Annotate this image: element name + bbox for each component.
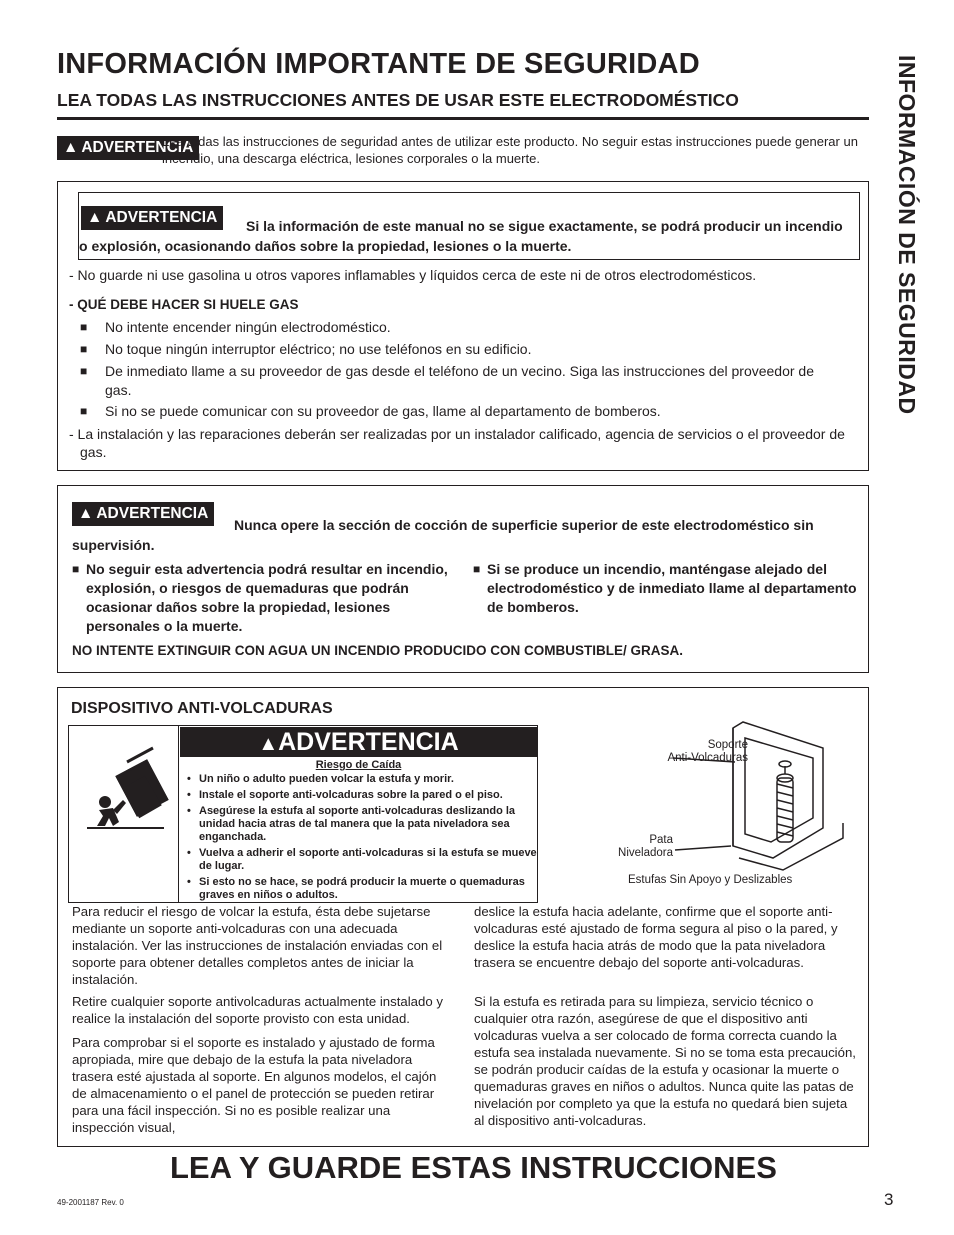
title-divider xyxy=(57,117,869,120)
bullet-square-icon: ■ xyxy=(80,364,88,378)
list-item: • Si esto no se hace, se podrá producir la muerte o quemaduras graves en niños o adultos. xyxy=(187,876,537,902)
anti-tip-heading: DISPOSITIVO ANTI-VOLCADURAS xyxy=(71,700,333,717)
warning-badge-label: ADVERTENCIA xyxy=(105,209,218,226)
leg-label: Pata Niveladora xyxy=(618,834,673,859)
gasoline-line: - No guarde ni use gasolina u otros vapores inflamables y líquidos cerca de este ni de otros electrodomésticos. xyxy=(69,267,757,283)
anti-tip-paragraph: Para reducir el riesgo de volcar la estufa, ésta debe sujetarse mediante un soporte anti-volcaduras con una adecuada instalación. Ver las instrucciones de instalación enviadas con el soporte para obtener detalles completos antes de iniciar la instalación. xyxy=(72,904,443,987)
tip-over-label xyxy=(68,725,538,903)
document-code: 49-2001187 Rev. 0 xyxy=(57,1198,124,1207)
warning-triangle-icon: ▲ xyxy=(78,505,94,522)
label-subheading: Riesgo de Caída xyxy=(315,759,402,771)
grease-fire-warning: NO INTENTE EXTINGUIR CON AGUA UN INCENDIO PRODUCIDO CON COMBUSTIBLE/ GRASA. xyxy=(72,643,684,658)
gas-warning-box: ▲ ADVERTENCIA Si la información de este manual no se sigue exactamente, se podrá producir un incendio o explosión, ocasionando daños sobre la propiedad, lesiones o la muerte. - No guarde ni use gasolina u otros vapores inflamables y líquidos cerca de este ni de otros electrodomésticos. - QUÉ DEBE HACER SI HUELE GAS ■ No intente encender ningún electrodoméstico. ■ No toque ningún interruptor eléctrico; no use teléfonos en su edificio. ■ De inmediato llame a su proveedor de gas desde el teléfono de un vecino. Siga las instrucciones del proveedor de gas. ■ Si no se puede comunicar con su proveedor de gas, llame al departamento de bomberos. - La instalación y las reparaciones deberán ser realizadas por un instalador calificado, agencia de servicios o el proveedor de gas. xyxy=(57,181,869,471)
anti-tip-bracket-diagram xyxy=(603,718,863,893)
fire-action: ■ Si se produce un incendio, manténgase alejado del electrodoméstico y de inmediato llame al departamento de bomberos. xyxy=(473,561,857,615)
tip-over-pictogram xyxy=(69,726,179,902)
warning-triangle-icon: ▲ xyxy=(87,209,103,226)
bullet-square-icon: ■ xyxy=(80,404,88,418)
fire-consequence: ■ No seguir esta advertencia podrá resultar en incendio, explosión, o riesgos de quemaduras que podrán ocasionar daños sobre la propiedad, lesiones personales o la muerte. xyxy=(72,561,448,634)
fire-warning-lead: Nunca opere la sección de cocción de superficie superior de este electrodoméstico sin supervisión. xyxy=(72,517,814,553)
gas-warning-lead: Si la información de este manual no se sigue exactamente, se podrá producir un incendio o explosión, ocasionando daños sobre la propiedad, lesiones o la muerte. xyxy=(79,218,843,254)
side-tab xyxy=(880,55,932,510)
list-item: • Un niño o adulto pueden volcar la estufa y morir. xyxy=(187,773,537,786)
gas-warning-inner-box xyxy=(78,192,860,260)
warning-badge-label: ADVERTENCIA xyxy=(81,139,194,156)
anti-tip-paragraph: Para comprobar si el soporte es instalado y ajustado de forma apropiada, mire que debajo de la estufa la pata niveladora trasera esté ajustada al soporte. En algunos modelos, el cajón de almacenamiento o el panel de protección se pueden retirar para una fácil inspección. Si no es posible realizar una inspección visual, xyxy=(72,1035,437,1135)
page-subtitle: LEA TODAS LAS INSTRUCCIONES ANTES DE USAR ESTE ELECTRODOMÉSTICO xyxy=(57,90,739,110)
fire-warning-box xyxy=(57,485,869,673)
anti-tip-paragraph: deslice la estufa hacia adelante, confirme que el soporte anti-volcaduras esté ajustado de forma segura al piso o la pared, y deslice la estufa hacia atrás de modo que la pata niveladora trasera se encuentre debajo del soporte anti-volcaduras. xyxy=(474,904,838,970)
bracket-label: Soporte Anti-Volcaduras xyxy=(667,739,748,764)
warning-triangle-icon: ▲ xyxy=(258,733,279,755)
anti-tip-paragraph: Si la estufa es retirada para su limpieza, servicio técnico o cualquier otra razón, asegúrese de que el dispositivo anti volcaduras vuelva a ser colocado de forma correcta cuando la estufa sea instalada nuevamente. Si no se toma esta precaución, se podrán producir caídas de la estufa y ocasionar la muerte o quemaduras graves en niños o adultos. Nunca quite las patas de nivelación por completo ya que la estufa no quedará bien sujeta al dispositivo anti-volcaduras. xyxy=(474,994,856,1128)
page-number: 3 xyxy=(884,1190,894,1209)
warning-general-text: Lea todas las instrucciones de seguridad antes de utilizar este producto. No seguir estas instrucciones puede generar un incendio, una descarga eléctrica, lesiones corporales o la muerte. xyxy=(162,134,858,166)
anti-tip-paragraph: Retire cualquier soporte antivolcaduras actualmente instalado y realice la instalación del soporte provisto con esta unidad. xyxy=(72,994,443,1026)
label-banner-text: ADVERTENCIA xyxy=(278,728,459,756)
label-banner xyxy=(180,727,537,757)
diagram-caption: Estufas Sin Apoyo y Deslizables xyxy=(628,874,793,886)
warning-triangle-icon: ▲ xyxy=(63,139,79,156)
installation-line: - La instalación y las reparaciones deberán ser realizadas por un instalador calificado, agencia de servicios o el proveedor de gas. xyxy=(69,426,845,460)
list-item: • Asegúrese la estufa al soporte anti-volcaduras deslizando la unidad hacia atras de tal manera que la pata niveladora sea enganchada. xyxy=(187,805,537,844)
gas-heading: - QUÉ DEBE HACER SI HUELE GAS xyxy=(69,297,299,312)
tip-over-illustration-icon xyxy=(69,726,179,902)
bracket-leg-icon xyxy=(673,718,863,878)
bottom-title: LEA Y GUARDE ESTAS INSTRUCCIONES xyxy=(170,1150,777,1185)
bullet-square-icon: ■ xyxy=(80,342,88,356)
side-tab-label: INFORMACIÓN DE SEGURIDAD xyxy=(894,55,920,415)
anti-tip-box xyxy=(57,687,869,1147)
label-list xyxy=(187,773,537,905)
list-item: • Instale el soporte anti-volcaduras sobre la pared o el piso. xyxy=(187,789,537,802)
warning-badge-label: ADVERTENCIA xyxy=(96,505,209,522)
page-title: INFORMACIÓN IMPORTANTE DE SEGURIDAD xyxy=(57,48,700,80)
list-item: • Vuelva a adherir el soporte anti-volcaduras si la estufa se mueve de lugar. xyxy=(187,847,537,873)
bullet-square-icon: ■ xyxy=(80,320,88,334)
bullet-square-icon: ■ xyxy=(473,562,481,576)
bullet-square-icon: ■ xyxy=(72,562,80,576)
